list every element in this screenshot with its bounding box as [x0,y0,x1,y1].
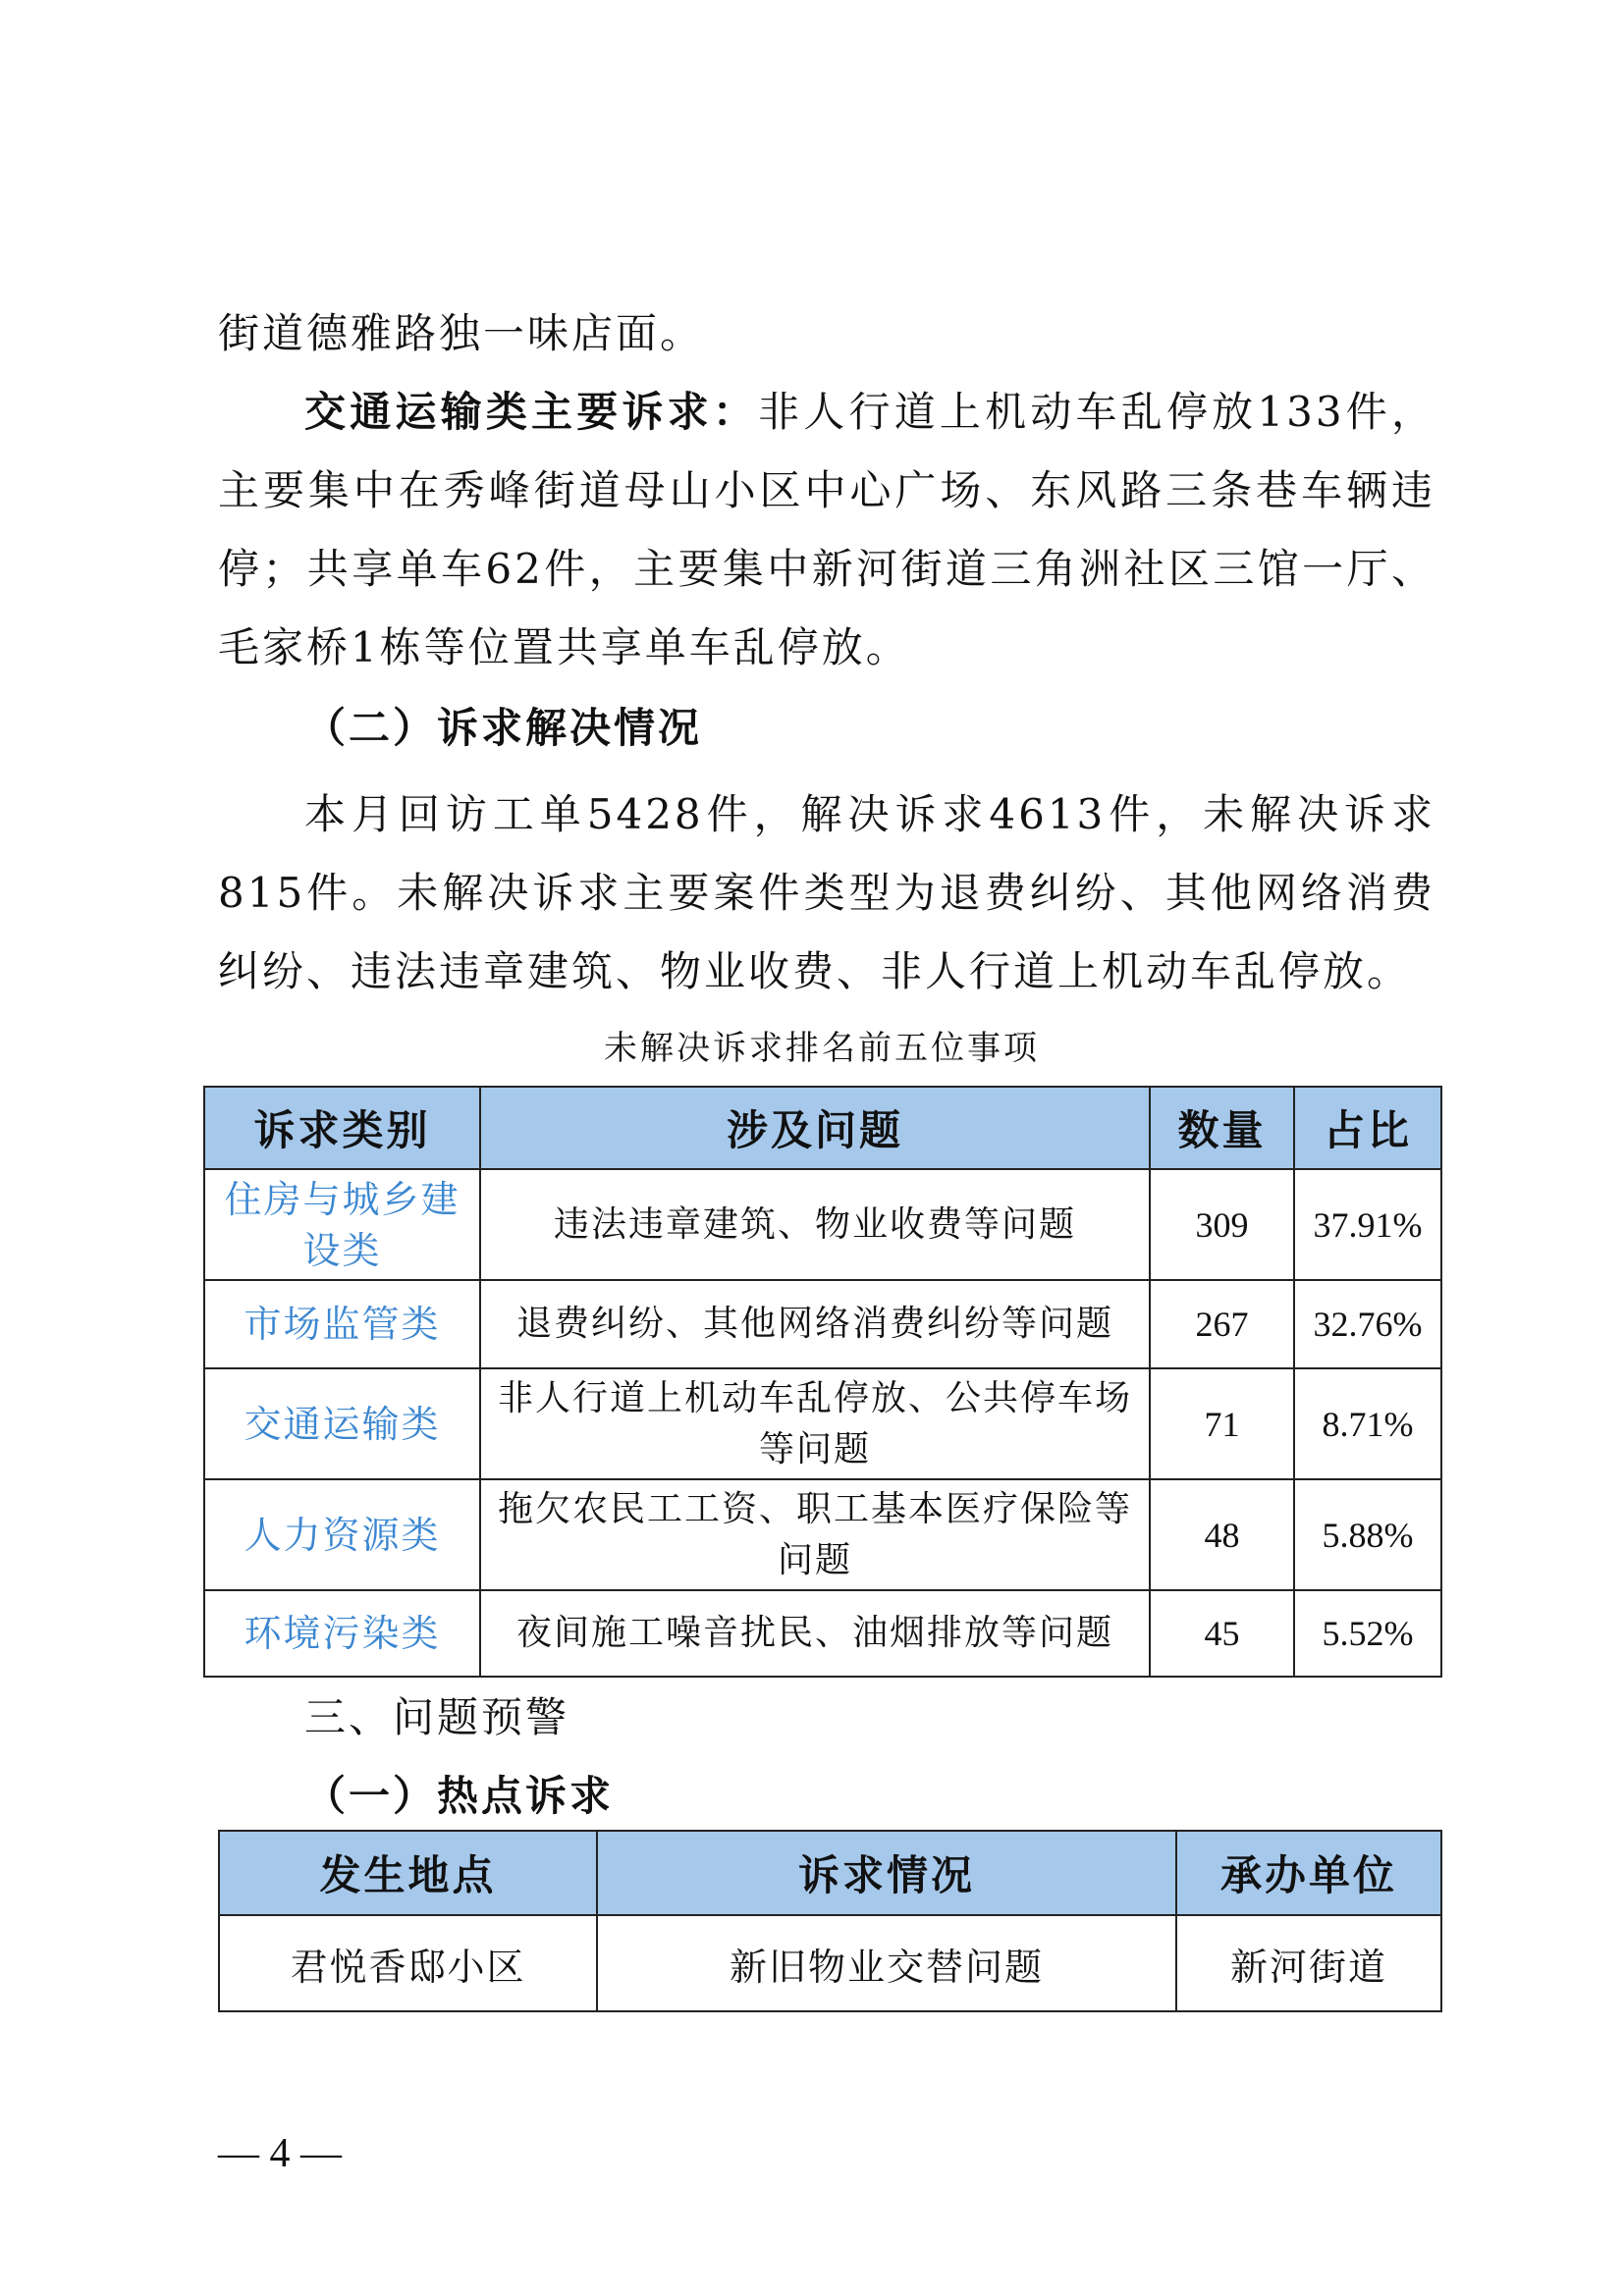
paragraph-resolution: 本月回访工单5428件，解决诉求4613件，未解决诉求815件。未解决诉求主要案件类型为退费纠纷、其他网络消费纠纷、违法违章建筑、物业收费、非人行道上机动车乱停放。 [218,790,1435,995]
col-header-place: 发生地点 [219,1831,597,1915]
count-cell: 45 [1150,1590,1294,1677]
share-cell: 37.91% [1294,1169,1441,1280]
section-heading-hotspot: （一）热点诉求 [304,1772,615,1820]
traffic-label: 交通运输类主要诉求： [304,388,759,436]
category-cell: 环境污染类 [204,1590,480,1677]
table-row [204,1479,1441,1590]
count-cell: 71 [1150,1368,1294,1479]
col-header-unit: 承办单位 [1176,1831,1441,1915]
situation-cell: 新旧物业交替问题 [597,1915,1176,2011]
category-cell: 人力资源类 [204,1479,480,1590]
section-heading-warning: 三、问题预警 [304,1693,570,1741]
col-header-situation: 诉求情况 [597,1831,1176,1915]
issue-cell: 夜间施工噪音扰民、油烟排放等问题 [480,1590,1150,1677]
col-header-category: 诉求类别 [204,1087,480,1169]
table-row [204,1368,1441,1479]
hotspot-table [218,1830,1442,2012]
count-cell: 267 [1150,1280,1294,1368]
issue-cell: 拖欠农民工工资、职工基本医疗保险等问题 [480,1479,1150,1590]
share-cell: 8.71% [1294,1368,1441,1479]
issue-cell: 违法违章建筑、物业收费等问题 [480,1169,1150,1280]
share-cell: 5.52% [1294,1590,1441,1677]
page-number: — 4 — [218,2131,342,2176]
table-header-row [204,1087,1441,1169]
col-header-share: 占比 [1294,1087,1441,1169]
col-header-count: 数量 [1150,1087,1294,1169]
category-cell: 市场监管类 [204,1280,480,1368]
col-header-issue: 涉及问题 [480,1087,1150,1169]
category-cell: 住房与城乡建设类 [204,1169,480,1280]
rank-table-caption: 未解决诉求排名前五位事项 [604,1029,1040,1068]
table-row [204,1169,1441,1280]
table-row [204,1280,1441,1368]
traffic-text: 非人行道上机动车乱停放133件，主要集中在秀峰街道母山小区中心广场、东风路三条巷车辆违停；共享单车62件，主要集中新河街道三角洲社区三馆一厅、毛家桥1栋等位置共享单车乱停放。 [218,388,1435,671]
count-cell: 309 [1150,1169,1294,1280]
category-cell: 交通运输类 [204,1368,480,1479]
section-heading-resolution: （二）诉求解决情况 [304,704,703,752]
share-cell: 5.88% [1294,1479,1441,1590]
paragraph-traffic [218,373,1435,687]
table-header-row [219,1831,1441,1915]
paragraph-continuation: 街道德雅路独一味店面。 [218,309,705,357]
table-row [204,1590,1441,1677]
unit-cell: 新河街道 [1176,1915,1441,2011]
unresolved-ranking-table [203,1086,1442,1678]
share-cell: 32.76% [1294,1280,1441,1368]
count-cell: 48 [1150,1479,1294,1590]
issue-cell: 退费纠纷、其他网络消费纠纷等问题 [480,1280,1150,1368]
table-row [219,1915,1441,2011]
issue-cell: 非人行道上机动车乱停放、公共停车场等问题 [480,1368,1150,1479]
place-cell: 君悦香邸小区 [219,1915,597,2011]
